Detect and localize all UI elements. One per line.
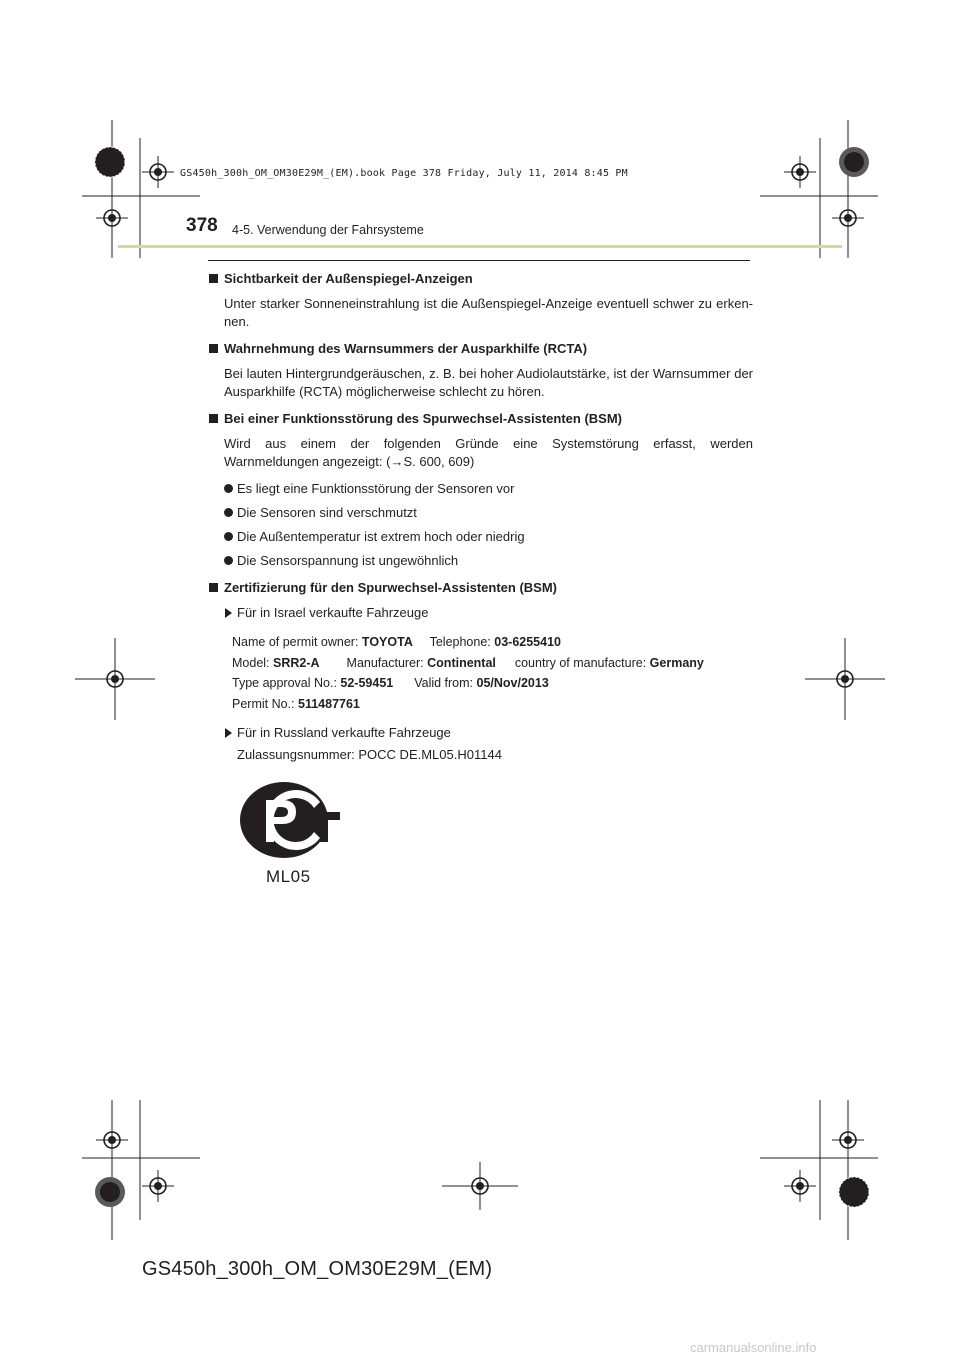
pct-logo-caption: ML05 <box>266 867 311 886</box>
triangle-bullet-icon <box>225 728 232 738</box>
square-bullet-icon <box>209 414 218 423</box>
permit-row-number: Permit No.: 511487761 <box>232 696 360 711</box>
header-rule <box>118 245 842 248</box>
square-bullet-icon <box>209 344 218 353</box>
list-item: Die Außentemperatur ist extrem hoch oder niedrig <box>224 528 753 546</box>
content-rule <box>208 260 750 261</box>
russia-approval-number: Zulassungsnummer: POCC DE.ML05.H01144 <box>237 747 502 762</box>
heading-mirror: Sichtbarkeit der Außenspiegel-Anzeigen <box>208 270 753 288</box>
permit-row-model: Model: SRR2-A Manufacturer: Continental country of manufacture: Germany <box>232 655 704 670</box>
paragraph-mirror: Unter starker Sonneneinstrahlung ist die Außenspiegel-Anzeige eventuell schwer zu erken-nen. <box>224 296 753 329</box>
page-number: 378 <box>186 215 218 236</box>
circle-bullet-icon <box>224 508 233 517</box>
list-item: Es liegt eine Funktionsstörung der Sensoren vor <box>224 480 753 498</box>
heading-bsm-fault: Bei einer Funktionsstörung des Spurwechsel-Assistenten (BSM) <box>208 410 753 428</box>
permit-row-owner: Name of permit owner: TOYOTA Telephone: 03-6255410 <box>232 635 561 649</box>
heading-certification: Zertifizierung für den Spurwechsel-Assistenten (BSM) <box>208 579 753 597</box>
section-title: 4-5. Verwendung der Fahrsysteme <box>232 223 424 237</box>
document-code: GS450h_300h_OM_OM30E29M_(EM) <box>142 1258 493 1280</box>
list-item: Die Sensorspannung ist ungewöhnlich <box>224 552 753 570</box>
watermark: carmanualsonline.info <box>690 1340 817 1355</box>
paragraph-rcta: Bei lauten Hintergrundgeräuschen, z. B. bei hoher Audiolautstärke, ist der Warnsummer der Ausparkhilfe (RCTA) möglicherweise schlecht zu hören. <box>224 366 753 399</box>
list-item: Die Sensoren sind verschmutzt <box>224 504 753 522</box>
pct-certification-logo-icon <box>238 780 348 860</box>
permit-row-type: Type approval No.: 52-59451 Valid from: 05/Nov/2013 <box>232 676 549 690</box>
print-imprint: GS450h_300h_OM_OM30E29M_(EM).book Page 378 Friday, July 11, 2014 8:45 PM <box>180 168 628 179</box>
page-content <box>208 270 753 886</box>
circle-bullet-icon <box>224 556 233 565</box>
israel-item: Für in Israel verkaufte Fahrzeuge <box>224 604 753 622</box>
circle-bullet-icon <box>224 532 233 541</box>
circle-bullet-icon <box>224 484 233 493</box>
russia-item: Für in Russland verkaufte Fahrzeuge <box>224 724 753 742</box>
square-bullet-icon <box>209 274 218 283</box>
israel-permit-block <box>232 632 753 714</box>
paragraph-bsm-fault: Wird aus einem der folgenden Gründe eine Systemstörung erfasst, werden Warnmeldungen angezeigt: (→S. 600, 609) <box>224 436 753 469</box>
square-bullet-icon <box>209 583 218 592</box>
heading-rcta: Wahrnehmung des Warnsummers der Ausparkhilfe (RCTA) <box>208 340 753 358</box>
triangle-bullet-icon <box>225 608 232 618</box>
